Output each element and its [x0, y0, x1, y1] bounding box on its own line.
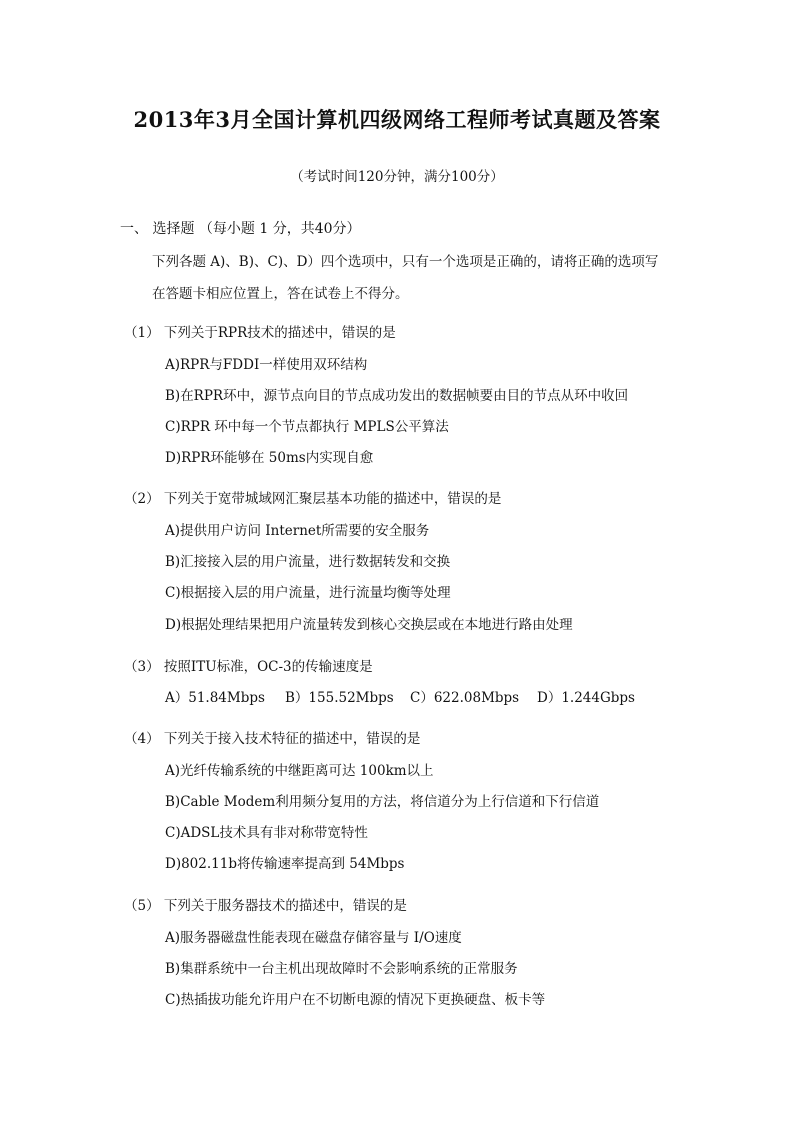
question-4-option-c: C)ADSL技术具有非对称带宽特性: [165, 825, 368, 841]
question-3-option-c: C）622.08Mbps: [410, 690, 520, 706]
question-5-option-c: C)热插拔功能允许用户在不切断电源的情况下更换硬盘、板卡等: [165, 992, 546, 1008]
question-1-option-c: C)RPR 环中每一个节点都执行 MPLS公平算法: [165, 419, 449, 435]
question-2-stem: （2） 下列关于宽带城域网汇聚层基本功能的描述中，错误的是: [124, 491, 502, 507]
question-3-option-d: D）1.244Gbps: [537, 690, 635, 706]
question-2-option-c: C)根据接入层的用户流量，进行流量均衡等处理: [165, 585, 451, 601]
question-5-stem: （5） 下列关于服务器技术的描述中，错误的是: [124, 898, 407, 914]
question-5-option-a: A)服务器磁盘性能表现在磁盘存储容量与 I/O速度: [165, 930, 462, 946]
question-4-option-b: B)Cable Modem利用频分复用的方法，将信道分为上行信道和下行信道: [165, 794, 600, 810]
question-4-stem: （4） 下列关于接入技术特征的描述中，错误的是: [124, 731, 421, 747]
question-2-option-d: D)根据处理结果把用户流量转发到核心交换层或在本地进行路由处理: [165, 617, 573, 633]
question-3-option-a: A）51.84Mbps: [165, 690, 265, 706]
instructions-line-2: 在答题卡相应位置上，答在试卷上不得分。: [152, 286, 409, 302]
question-2-option-b: B)汇接接入层的用户流量，进行数据转发和交换: [165, 554, 451, 570]
question-3-option-b: B）155.52Mbps: [285, 690, 394, 706]
section-heading: 一、 选择题 （每小题 1 分，共40分）: [120, 221, 361, 237]
question-4-option-a: A)光纤传输系统的中继距离可达 100km以上: [165, 763, 434, 779]
question-5-option-b: B)集群系统中一台主机出现故障时不会影响系统的正常服务: [165, 961, 518, 977]
exam-info: （考试时间120分钟，满分100分）: [290, 169, 504, 185]
question-1-stem: （1） 下列关于RPR技术的描述中，错误的是: [124, 325, 396, 341]
instructions-line-1: 下列各题 A)、B)、C)、D）四个选项中，只有一个选项是正确的，请将正确的选项写: [152, 254, 659, 270]
question-3-options: [165, 686, 635, 706]
question-1-option-b: B)在RPR环中，源节点向目的节点成功发出的数据帧要由目的节点从环中收回: [165, 388, 629, 404]
question-2-option-a: A)提供用户访问 Internet所需要的安全服务: [165, 523, 430, 539]
page-title: 2013年3月全国计算机四级网络工程师考试真题及答案: [133, 107, 661, 132]
question-4-option-d: D)802.11b将传输速率提高到 54Mbps: [165, 856, 405, 872]
question-1-option-d: D)RPR环能够在 50ms内实现自愈: [165, 450, 374, 466]
question-3-stem: （3） 按照ITU标准，OC-3的传输速度是: [124, 659, 373, 675]
question-1-option-a: A)RPR与FDDI一样使用双环结构: [165, 357, 368, 373]
